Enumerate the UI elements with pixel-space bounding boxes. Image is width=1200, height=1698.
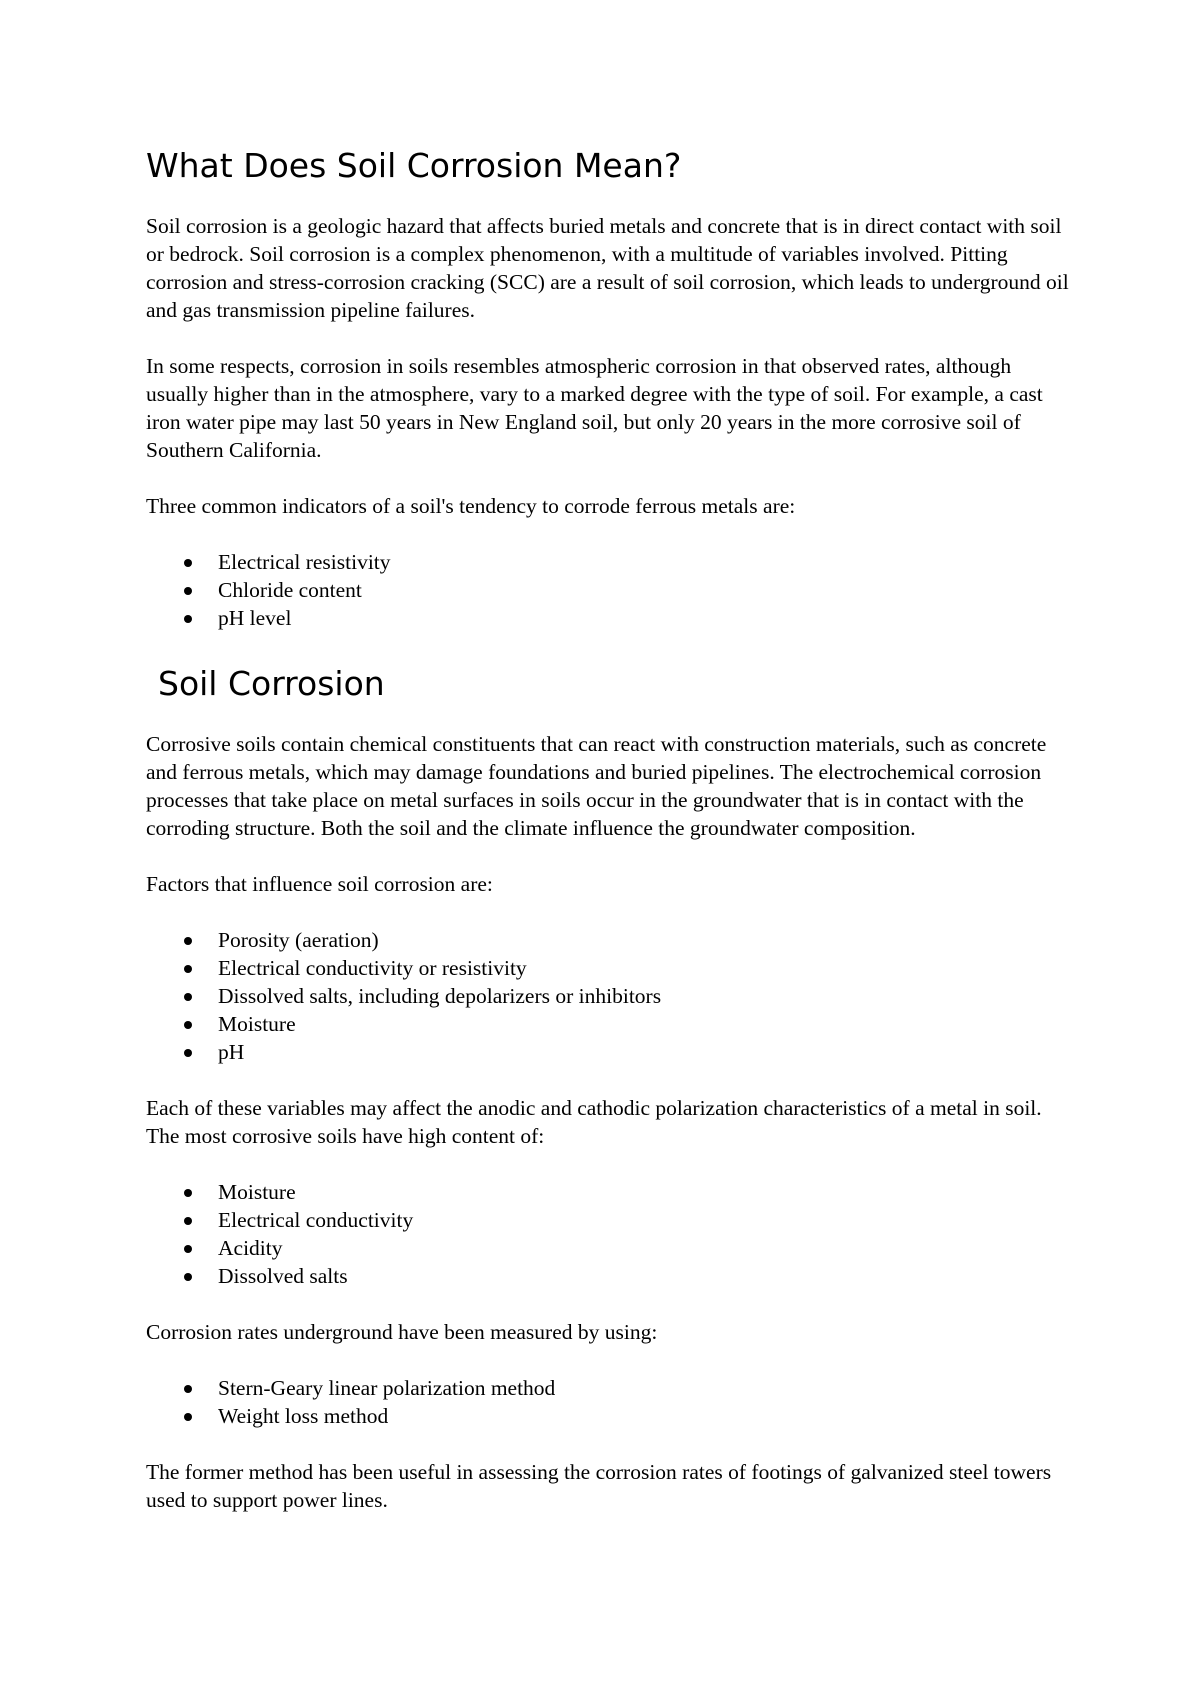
paragraph-polarization: Each of these variables may affect the anodic and cathodic polarization characteristics of a metal in soil. The most corrosive soils have high content of: xyxy=(146,1096,1042,1148)
list-item: Dissolved salts xyxy=(146,1262,1076,1290)
indicators-list xyxy=(146,548,1076,632)
bullet-icon xyxy=(184,615,192,623)
paragraph-factors-intro: Factors that influence soil corrosion are: xyxy=(146,872,493,896)
bullet-icon xyxy=(184,1021,192,1029)
heading-what-does-soil-corrosion-mean: What Does Soil Corrosion Mean? xyxy=(146,146,682,185)
paragraph-definition: Soil corrosion is a geologic hazard that affects buried metals and concrete that is in direct contact with soil or bedrock. Soil corrosion is a complex phenomenon, with a multitude of variables involved. Pitting corrosion and stress-corrosion cracking (SCC) are a result of soil corrosion, which leads to underground oil and gas transmission pipeline failures. xyxy=(146,214,1069,322)
bullet-icon xyxy=(184,1413,192,1421)
list-item: Stern-Geary linear polarization method xyxy=(146,1374,1076,1402)
factors-list xyxy=(146,926,1076,1066)
list-item: Electrical resistivity xyxy=(146,548,1076,576)
list-item: Electrical conductivity or resistivity xyxy=(146,954,1076,982)
paragraph-methods-intro: Corrosion rates underground have been measured by using: xyxy=(146,1320,658,1344)
paragraph-corrosive-soils: Corrosive soils contain chemical constituents that can react with construction materials, such as concrete and ferrous metals, which may damage foundations and buried pipelines. The electrochemical corrosion processes that take place on metal surfaces in soils occur in the groundwater that is in contact with the corroding structure. Both the soil and the climate influence the groundwater composition. xyxy=(146,732,1047,840)
methods-list xyxy=(146,1374,1076,1430)
high-content-list xyxy=(146,1178,1076,1290)
list-item: Acidity xyxy=(146,1234,1076,1262)
list-item: Moisture xyxy=(146,1178,1076,1206)
bullet-icon xyxy=(184,587,192,595)
paragraph-former-method: The former method has been useful in assessing the corrosion rates of footings of galvanized steel towers used to support power lines. xyxy=(146,1460,1052,1512)
bullet-icon xyxy=(184,1217,192,1225)
bullet-icon xyxy=(184,1189,192,1197)
bullet-icon xyxy=(184,937,192,945)
list-item: pH level xyxy=(146,604,1076,632)
list-item: Weight loss method xyxy=(146,1402,1076,1430)
bullet-icon xyxy=(184,1273,192,1281)
bullet-icon xyxy=(184,1049,192,1057)
paragraph-indicators-intro: Three common indicators of a soil's tendency to corrode ferrous metals are: xyxy=(146,494,796,518)
bullet-icon xyxy=(184,1385,192,1393)
list-item: Dissolved salts, including depolarizers or inhibitors xyxy=(146,982,1076,1010)
list-item: Electrical conductivity xyxy=(146,1206,1076,1234)
list-item: Porosity (aeration) xyxy=(146,926,1076,954)
heading-soil-corrosion: Soil Corrosion xyxy=(158,664,385,703)
list-item: Chloride content xyxy=(146,576,1076,604)
bullet-icon xyxy=(184,1245,192,1253)
document-page xyxy=(146,142,1076,1542)
bullet-icon xyxy=(184,993,192,1001)
paragraph-atmospheric-comparison: In some respects, corrosion in soils resembles atmospheric corrosion in that observed rates, although usually higher than in the atmosphere, vary to a marked degree with the type of soil. For example, a cast iron water pipe may last 50 years in New England soil, but only 20 years in the more corrosive soil of Southern California. xyxy=(146,354,1043,462)
list-item: pH xyxy=(146,1038,1076,1066)
list-item: Moisture xyxy=(146,1010,1076,1038)
bullet-icon xyxy=(184,965,192,973)
bullet-icon xyxy=(184,559,192,567)
